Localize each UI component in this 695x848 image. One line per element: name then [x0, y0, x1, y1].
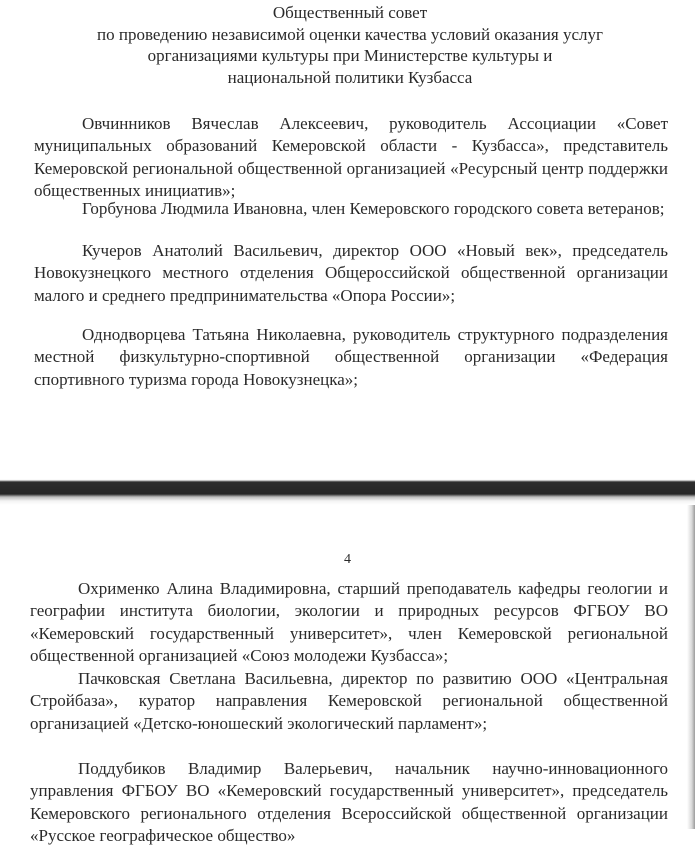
heading-line: Общественный совет	[272, 3, 428, 22]
member-paragraph-ovchinnikov: Овчинников Вячеслав Алексеевич, руководитель Ассоциации «Совет муниципальных образований Кемеровской области - Кузбасса», представитель Кемеровской региональной общественной организацией «Ресурсный центр поддержки общественных инициатив»;	[34, 114, 668, 201]
heading-line: по проведению независимой оценки качества условий оказания услуг	[97, 24, 603, 44]
page-edge-shadow	[687, 505, 695, 829]
member-paragraph-pachkovskaya: Пачковская Светлана Васильевна, директор по развитию ООО «Центральная Стройбаза», куратор направления Кемеровской региональной общественной организацией «Детско-юношеский экологический парламент»;	[30, 669, 668, 733]
document-page-bottom	[0, 505, 695, 846]
page-number: 4	[344, 552, 351, 567]
member-paragraph-gorbunova: Горбунова Людмила Ивановна, член Кемеровского городского совета ветеранов;	[82, 199, 665, 218]
member-paragraph-kucherov: Кучеров Анатолий Васильевич, директор ООО «Новый век», председатель Новокузнецкого местного отделения Общероссийской общественной организации малого и среднего предпринимательства «Опора России»;	[34, 241, 668, 305]
heading-line: организациями культуры при Министерстве культуры и	[147, 46, 553, 65]
heading-line: национальной политики Кузбасса	[227, 67, 473, 87]
member-paragraph-odnodvortseva: Однодворцева Татьяна Николаевна, руководитель структурного подразделения местной физкультурно-спортивной общественной организации «Федерация спортивного туризма города Новокузнецка»;	[34, 325, 668, 389]
member-paragraph-poddubikov: Поддубиков Владимир Валерьевич, начальник научно-инновационного управления ФГБОУ ВО «Кемеровский государственный университет», председатель Кемеровского регионального отделения Всероссийской общественной организации «Русское географическое общество»	[30, 759, 668, 846]
member-paragraph-okhrimenko: Охрименко Алина Владимировна, старший преподаватель кафедры геологии и географии института биологии, экологии и природных ресурсов ФГБОУ ВО «Кемеровский государственный университет», член Кемеровской региональной общественной организацией «Союз молодежи Кузбасса»;	[30, 579, 668, 666]
page-separator	[0, 479, 695, 505]
council-heading	[60, 2, 640, 88]
